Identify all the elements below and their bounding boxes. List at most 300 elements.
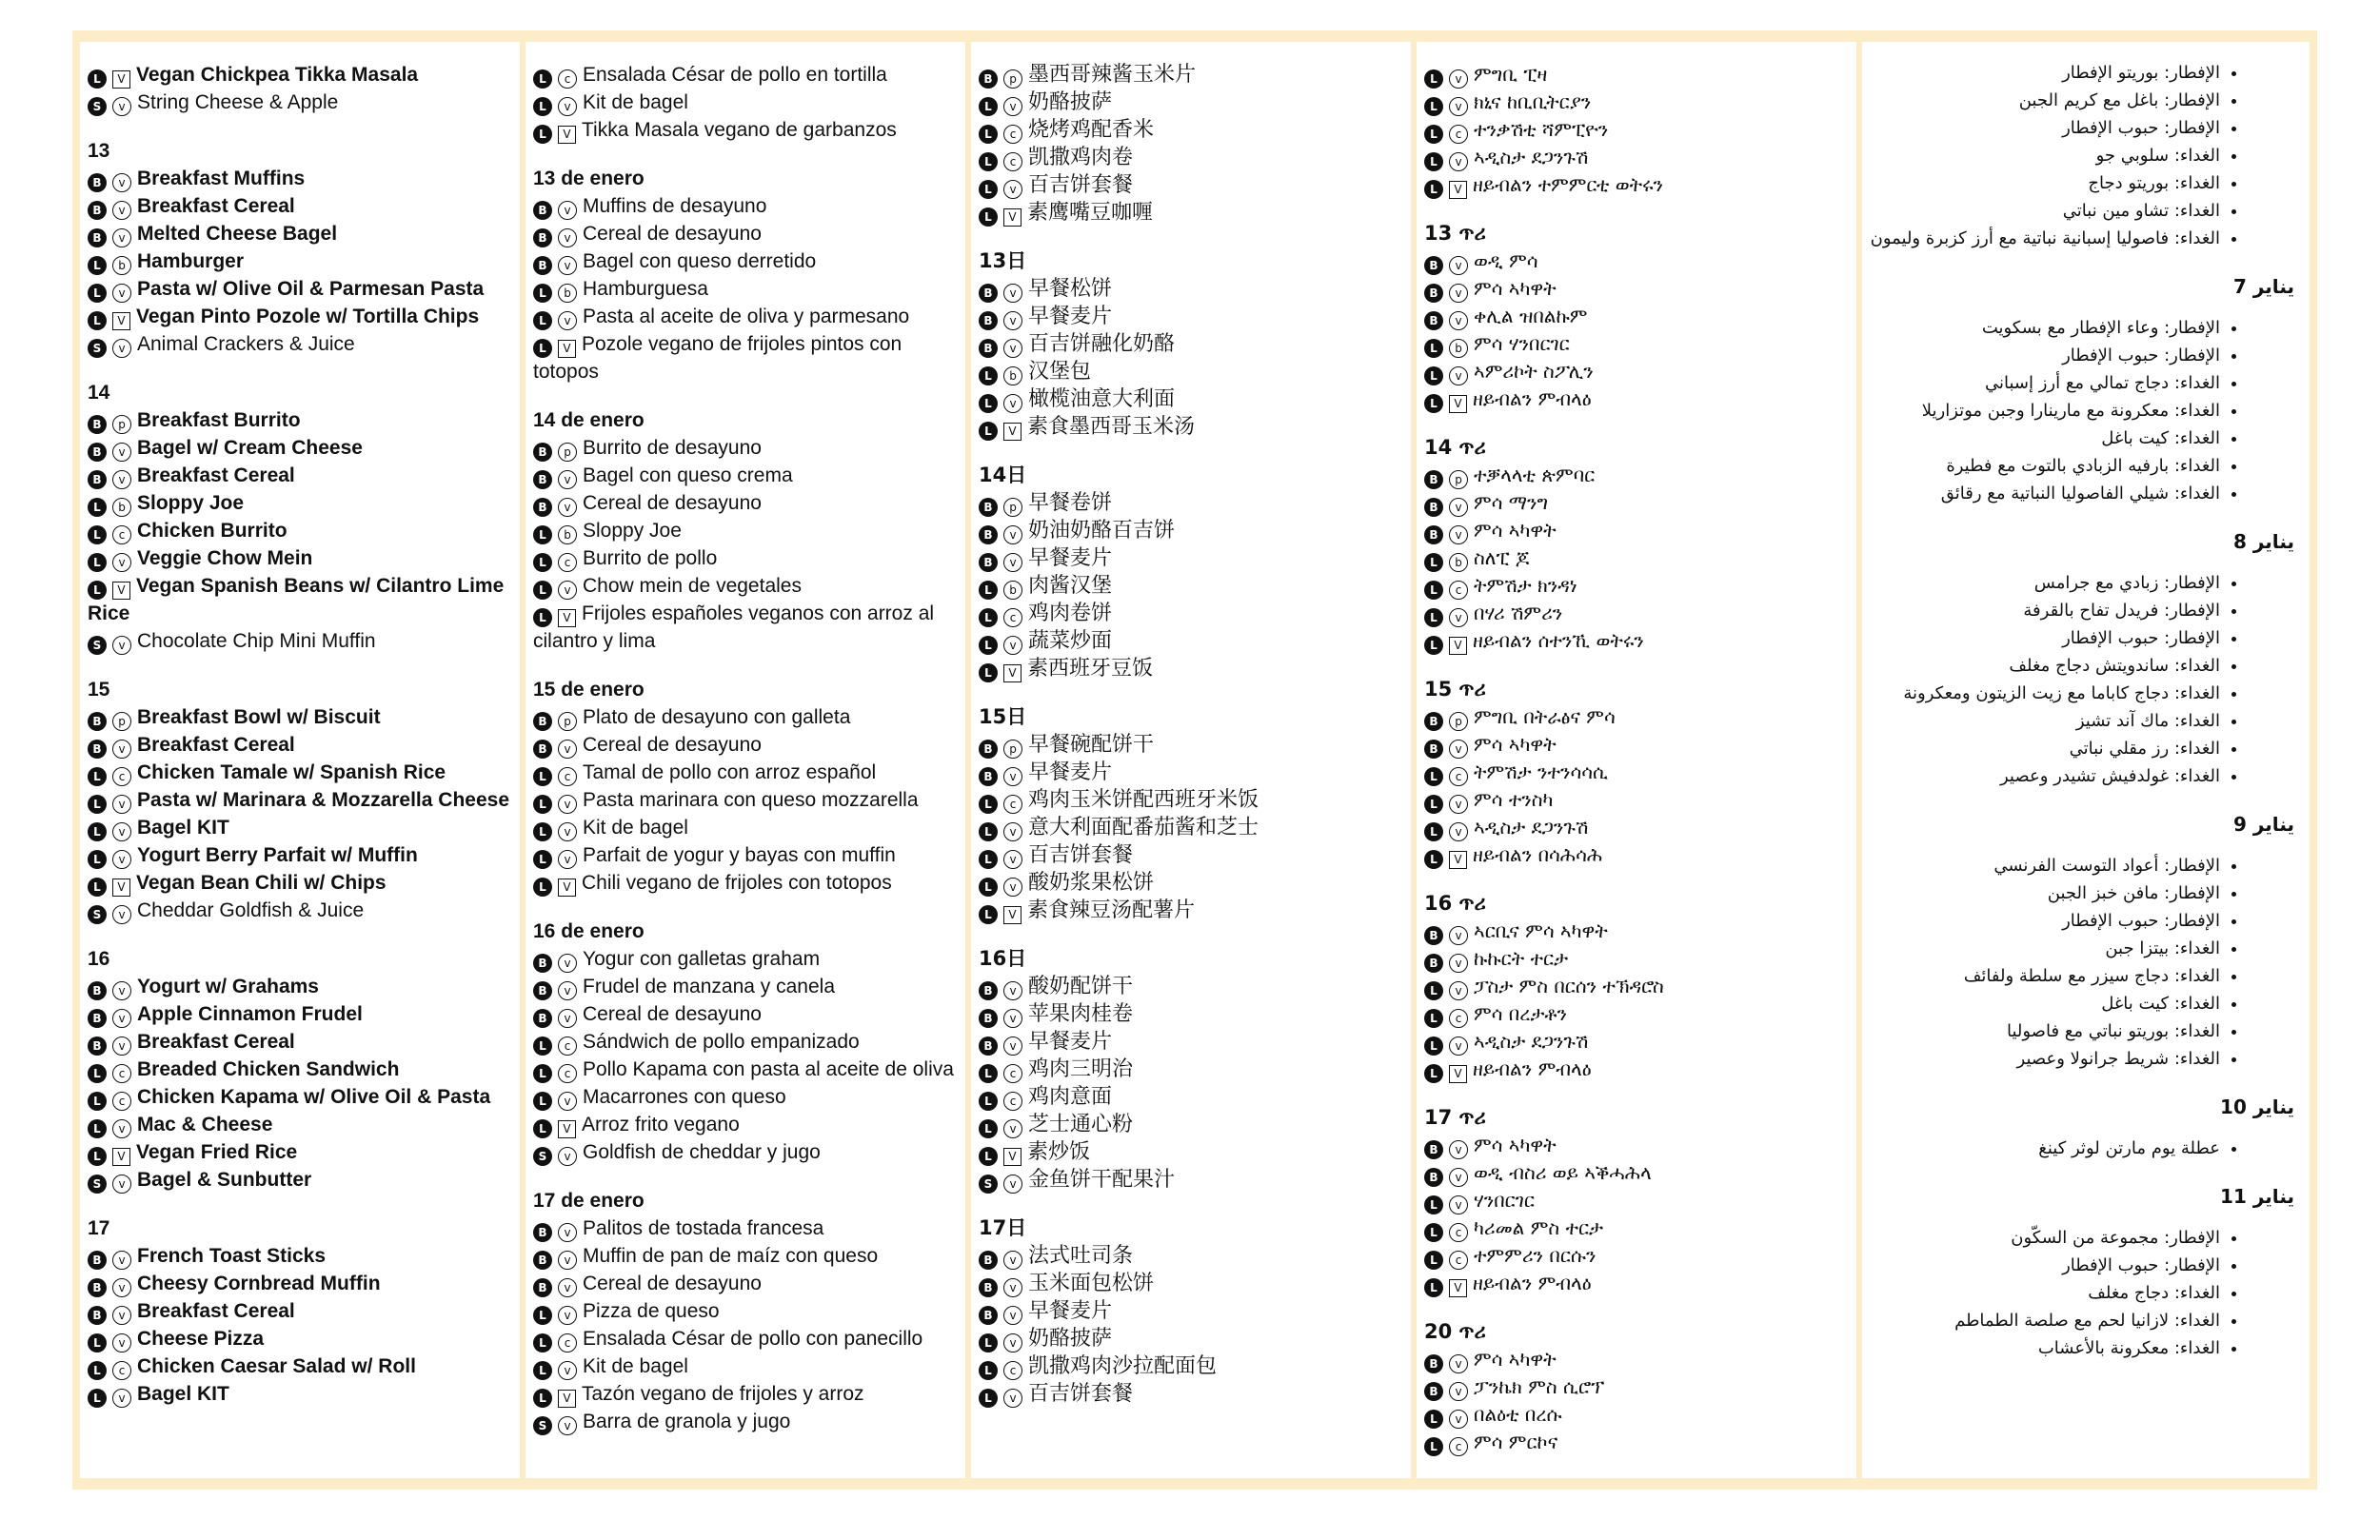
vegan-square-icon: V: [558, 609, 576, 627]
menu-item: [979, 330, 1405, 358]
menu-item-text: Breakfast Bowl w/ Biscuit: [137, 706, 381, 728]
menu-item-text: ኣዲስታ ደጋንጉሽ: [1474, 146, 1589, 168]
vegan-square-icon: V: [558, 1390, 576, 1408]
menu-item: [1424, 385, 1851, 413]
menu-item: [979, 897, 1405, 924]
lunch-badge-icon: L: [979, 180, 998, 199]
menu-list: [1868, 1224, 2294, 1362]
vegetarian-circle-icon: v: [1449, 822, 1468, 841]
menu-item-text: Pizza de queso: [583, 1300, 720, 1322]
breakfast-badge-icon: B: [979, 339, 998, 358]
lunch-badge-icon: L: [88, 878, 107, 897]
menu-item: [1424, 703, 1851, 731]
day-heading: 14 de enero: [533, 409, 645, 431]
lunch-badge-icon: L: [1424, 608, 1443, 627]
vegetarian-circle-icon: v: [112, 905, 131, 924]
day-section: [533, 1187, 960, 1435]
menu-item: [533, 303, 960, 330]
lunch-badge-icon: L: [533, 1361, 552, 1380]
vegetarian-circle-icon: v: [1003, 1037, 1022, 1056]
lunch-badge-icon: L: [533, 1389, 552, 1408]
vegan-square-icon: V: [1449, 637, 1467, 655]
menu-item-text: Sándwich de pollo empanizado: [583, 1031, 860, 1053]
pork-circle-icon: p: [1449, 470, 1468, 489]
menu-item-text: 素鹰嘴豆咖喱: [1027, 201, 1154, 225]
menu-item: • الغداء: رز مقلي نباتي: [1868, 735, 2220, 762]
vegetarian-circle-icon: v: [1003, 97, 1022, 116]
menu-item-text: Pasta w/ Marinara & Mozzarella Cheese: [137, 789, 509, 811]
menu-item-text: Muffin de pan de maíz con queso: [583, 1245, 879, 1267]
vegan-square-icon: V: [112, 312, 130, 330]
menu-item: [533, 89, 960, 116]
menu-item-text: Cheese Pizza: [137, 1328, 265, 1350]
pork-circle-icon: p: [112, 712, 131, 731]
lunch-badge-icon: L: [979, 1092, 998, 1111]
lunch-badge-icon: L: [979, 1064, 998, 1083]
menu-item-text: Cereal de desayuno: [583, 1273, 762, 1294]
breakfast-badge-icon: B: [1424, 1168, 1443, 1187]
menu-item: [533, 544, 960, 572]
breakfast-badge-icon: B: [533, 443, 552, 462]
lunch-badge-icon: L: [88, 498, 107, 517]
menu-item-text: 百吉饼套餐: [1028, 1382, 1134, 1406]
vegetarian-circle-icon: v: [112, 1175, 131, 1194]
day-section: [88, 137, 514, 358]
menu-item: [1424, 61, 1851, 89]
menu-item: [1424, 945, 1851, 973]
vegetarian-circle-icon: v: [1003, 394, 1022, 413]
breakfast-badge-icon: B: [979, 311, 998, 330]
menu-item: • الإفطار: زبادي مع جرامس: [1868, 569, 2220, 597]
menu-item: [88, 869, 514, 897]
menu-item-text: Tikka Masala vegano de garbanzos: [582, 119, 897, 141]
vegetarian-circle-icon: v: [1449, 740, 1468, 759]
vegetarian-circle-icon: v: [558, 740, 577, 759]
menu-item: [1424, 247, 1851, 275]
menu-item: [533, 572, 960, 600]
breakfast-badge-icon: B: [533, 470, 552, 489]
breakfast-badge-icon: B: [88, 201, 107, 220]
lunch-badge-icon: L: [88, 525, 107, 544]
menu-item: • الغداء: معكرونة بالأعشاب: [1868, 1334, 2220, 1362]
menu-item-text: 法式吐司条: [1028, 1244, 1134, 1268]
menu-columns: [80, 42, 2310, 1478]
menu-item-text: ኣዲስታ ደጋንጉሽ: [1474, 816, 1589, 839]
day-heading: 15: [88, 679, 110, 701]
chicken-circle-icon: c: [558, 69, 577, 89]
menu-item: [88, 330, 514, 358]
menu-item: [1424, 786, 1851, 814]
snack-badge-icon: S: [88, 1175, 107, 1194]
lunch-badge-icon: L: [533, 311, 552, 330]
chicken-circle-icon: c: [558, 1333, 577, 1352]
menu-item-text: Yogurt Berry Parfait w/ Muffin: [137, 844, 418, 866]
menu-item-text: ዘይብልን በሳሕሳሕ: [1473, 843, 1603, 866]
vegetarian-circle-icon: v: [112, 981, 131, 1000]
vegetarian-circle-icon: v: [112, 228, 131, 247]
menu-item: • الغداء: سلوبي جو: [1868, 142, 2220, 169]
menu-item-text: Cereal de desayuno: [583, 492, 762, 514]
chicken-circle-icon: c: [1449, 581, 1468, 600]
menu-item: • الغداء: ماك آند تشيز: [1868, 707, 2220, 735]
lunch-badge-icon: L: [1424, 97, 1443, 116]
menu-item: [533, 869, 960, 897]
pork-circle-icon: p: [1003, 498, 1022, 517]
chicken-circle-icon: c: [112, 1092, 131, 1111]
menu-item: [1424, 1373, 1851, 1401]
vegetarian-circle-icon: v: [1003, 1251, 1022, 1270]
menu-item-text: ፓንኬክ ምስ ሲሮፕ: [1474, 1375, 1605, 1398]
menu-item: [88, 1138, 514, 1166]
menu-item-text: Bagel KIT: [137, 817, 229, 839]
lunch-badge-icon: L: [533, 795, 552, 814]
vegetarian-circle-icon: v: [558, 470, 577, 489]
menu-item: [979, 1352, 1405, 1380]
lunch-badge-icon: L: [1424, 1410, 1443, 1429]
breakfast-badge-icon: B: [979, 1278, 998, 1297]
menu-item-text: ሃንበርገር: [1474, 1189, 1535, 1212]
menu-item-text: 素炒饭: [1027, 1140, 1091, 1164]
vegetarian-circle-icon: v: [112, 1009, 131, 1028]
chicken-circle-icon: c: [1003, 795, 1022, 814]
menu-item-text: Chicken Tamale w/ Spanish Rice: [137, 761, 446, 783]
vegetarian-circle-icon: v: [1449, 152, 1468, 171]
lunch-badge-icon: L: [1424, 1223, 1443, 1242]
menu-item-text: Muffins de desayuno: [583, 195, 767, 217]
breakfast-badge-icon: B: [88, 740, 107, 759]
vegetarian-circle-icon: v: [1449, 311, 1468, 330]
menu-item-text: Animal Crackers & Juice: [137, 333, 355, 355]
menu-item-text: ተቓላላቲ ጵምባር: [1474, 464, 1596, 486]
lunch-badge-icon: L: [1424, 69, 1443, 89]
menu-item: [979, 841, 1405, 869]
vegan-square-icon: V: [112, 1148, 130, 1166]
day-section: [88, 676, 514, 924]
menu-item: [1424, 759, 1851, 786]
menu-column-amharic: [1417, 42, 1856, 1478]
menu-item: [979, 1166, 1405, 1194]
menu-item-text: ዘይብልን ምብላዕ: [1473, 1272, 1592, 1294]
menu-item-text: ምሳ ምርኮና: [1474, 1431, 1558, 1453]
menu-item-text: Breakfast Cereal: [137, 464, 295, 486]
menu-item-text: Hamburger: [137, 250, 245, 272]
menu-item-text: Chili vegano de frijoles con totopos: [582, 872, 892, 894]
day-section: [979, 945, 1405, 1194]
menu-item-text: Vegan Pinto Pozole w/ Tortilla Chips: [136, 306, 480, 327]
menu-item-text: 烧烤鸡配香米: [1028, 118, 1155, 142]
menu-item: [979, 358, 1405, 385]
menu-item: [1424, 116, 1851, 144]
vegetarian-circle-icon: v: [558, 795, 577, 814]
vegetarian-circle-icon: v: [558, 311, 577, 330]
menu-item: • الغداء: دجاج سيزر مع سلطة ولفائف: [1868, 962, 2220, 990]
menu-item: [88, 731, 514, 759]
pork-circle-icon: p: [1003, 740, 1022, 759]
menu-item: [979, 572, 1405, 600]
lunch-badge-icon: L: [533, 553, 552, 572]
snack-badge-icon: S: [533, 1147, 552, 1166]
lunch-badge-icon: L: [979, 394, 998, 413]
menu-item-text: French Toast Sticks: [137, 1245, 327, 1267]
day-heading: 17日: [979, 1216, 1027, 1239]
menu-item-text: ምሳ ኣካዋት: [1474, 1134, 1557, 1156]
menu-item: [979, 89, 1405, 116]
breakfast-badge-icon: B: [979, 498, 998, 517]
breakfast-badge-icon: B: [1424, 498, 1443, 517]
lunch-badge-icon: L: [1424, 1037, 1443, 1056]
menu-item-text: Burrito de pollo: [583, 547, 718, 569]
day-section: [1868, 273, 2294, 507]
menu-item: [979, 116, 1405, 144]
chicken-circle-icon: c: [1003, 1361, 1022, 1380]
breakfast-badge-icon: B: [1424, 284, 1443, 303]
menu-item: [88, 489, 514, 517]
vegan-square-icon: V: [1449, 181, 1467, 199]
breakfast-badge-icon: B: [1424, 740, 1443, 759]
menu-item: [533, 462, 960, 489]
menu-item-text: Palitos de tostada francesa: [583, 1217, 824, 1239]
menu-item: [533, 703, 960, 731]
breakfast-badge-icon: B: [88, 228, 107, 247]
lunch-badge-icon: L: [533, 284, 552, 303]
vegan-square-icon: V: [1003, 906, 1021, 924]
lunch-badge-icon: L: [1424, 1437, 1443, 1456]
menu-column-arabic: [1862, 42, 2310, 1478]
chicken-circle-icon: c: [1449, 125, 1468, 144]
lunch-badge-icon: L: [533, 1064, 552, 1083]
menu-item: [979, 1242, 1405, 1270]
menu-item-text: Bagel w/ Cream Cheese: [137, 437, 363, 459]
vegetarian-circle-icon: v: [112, 636, 131, 655]
menu-item: [1424, 489, 1851, 517]
snack-badge-icon: S: [88, 339, 107, 358]
menu-item: [1424, 358, 1851, 385]
menu-item-text: 凯撒鸡肉卷: [1028, 146, 1134, 169]
breakfast-badge-icon: B: [88, 415, 107, 434]
menu-item: • الغداء: تشاو مين نباتي: [1868, 197, 2220, 225]
menu-item: [533, 600, 960, 655]
menu-item-text: Hamburguesa: [583, 278, 708, 300]
vegetarian-circle-icon: v: [1003, 1119, 1022, 1138]
chicken-circle-icon: c: [1003, 1092, 1022, 1111]
menu-item: [533, 1325, 960, 1352]
day-section: [533, 165, 960, 385]
lunch-badge-icon: L: [533, 1037, 552, 1056]
menu-item-text: Pollo Kapama con pasta al aceite de oliva: [583, 1058, 954, 1080]
breakfast-badge-icon: B: [979, 981, 998, 1000]
vegetarian-circle-icon: v: [1449, 795, 1468, 814]
menu-item: [1424, 144, 1851, 171]
menu-item-text: ምሳ ሃንበርገር: [1474, 332, 1570, 355]
chicken-circle-icon: c: [1003, 1064, 1022, 1083]
pork-circle-icon: p: [558, 443, 577, 462]
menu-item-text: Tamal de pollo con arroz español: [583, 761, 877, 783]
chicken-circle-icon: c: [1449, 767, 1468, 786]
menu-item: [88, 406, 514, 434]
day-section: [1424, 1104, 1851, 1297]
breakfast-badge-icon: B: [979, 69, 998, 89]
menu-item-text: ቀሊል ዝበልኩም: [1474, 305, 1588, 327]
vegetarian-circle-icon: v: [112, 1306, 131, 1325]
menu-item-text: ምሳ ኣካዋት: [1474, 1348, 1557, 1371]
menu-item-text: ክኒና ከቢቢትርያን: [1474, 90, 1592, 113]
menu-item: [88, 192, 514, 220]
menu-item: [88, 897, 514, 924]
lunch-badge-icon: L: [979, 636, 998, 655]
menu-item: • الغداء: بارفيه الزبادي بالتوت مع فطيرة: [1868, 452, 2220, 480]
vegan-square-icon: V: [1003, 423, 1021, 441]
lunch-badge-icon: L: [979, 97, 998, 116]
breakfast-badge-icon: B: [979, 1009, 998, 1028]
breakfast-badge-icon: B: [1424, 712, 1443, 731]
menu-item-text: Plato de desayuno con galleta: [583, 706, 851, 728]
menu-item-text: Sloppy Joe: [137, 492, 245, 514]
menu-item: [88, 627, 514, 655]
vegetarian-circle-icon: v: [1003, 339, 1022, 358]
vegetarian-circle-icon: v: [558, 201, 577, 220]
breakfast-badge-icon: B: [1424, 954, 1443, 973]
vegetarian-circle-icon: v: [558, 228, 577, 247]
day-section: [1868, 811, 2294, 1073]
menu-item-text: 墨西哥辣酱玉米片: [1028, 63, 1197, 87]
menu-item-text: ትምሽታ ክንዳነ: [1474, 574, 1577, 597]
breakfast-badge-icon: B: [533, 1223, 552, 1242]
menu-item-text: Ensalada César de pollo en tortilla: [583, 64, 887, 86]
vegetarian-circle-icon: v: [112, 1251, 131, 1270]
breakfast-badge-icon: B: [533, 256, 552, 275]
vegetarian-circle-icon: v: [558, 1306, 577, 1325]
vegetarian-circle-icon: v: [1449, 1354, 1468, 1373]
day-heading: 16 ጥሪ: [1424, 892, 1486, 915]
menu-item-text: 玉米面包松饼: [1028, 1272, 1155, 1295]
vegetarian-circle-icon: v: [1003, 1175, 1022, 1194]
menu-item: [88, 759, 514, 786]
menu-item: [88, 275, 514, 303]
menu-item: [533, 192, 960, 220]
menu-item: [88, 462, 514, 489]
lunch-badge-icon: L: [533, 822, 552, 841]
lunch-badge-icon: L: [1424, 553, 1443, 572]
menu-item-text: በሃሪ ሽምሪን: [1474, 602, 1563, 624]
day-section: [979, 462, 1405, 682]
vegan-square-icon: V: [1449, 851, 1467, 869]
breakfast-badge-icon: B: [88, 1278, 107, 1297]
vegetarian-circle-icon: v: [1449, 926, 1468, 945]
menu-item: [1424, 517, 1851, 544]
menu-item-text: 早餐麦片: [1028, 1030, 1113, 1054]
menu-item: [88, 89, 514, 116]
vegan-square-icon: V: [558, 879, 576, 897]
pork-circle-icon: p: [112, 415, 131, 434]
menu-item: [533, 945, 960, 973]
vegan-square-icon: V: [1003, 208, 1021, 227]
lunch-badge-icon: L: [533, 125, 552, 144]
menu-item: [533, 973, 960, 1000]
lunch-badge-icon: L: [1424, 850, 1443, 869]
lunch-badge-icon: L: [88, 1119, 107, 1138]
menu-item-text: Chow mein de vegetales: [583, 575, 802, 597]
vegetarian-circle-icon: v: [1003, 525, 1022, 544]
menu-item: [979, 489, 1405, 517]
menu-item: [979, 1270, 1405, 1297]
menu-item-text: Macarrones con queso: [583, 1086, 786, 1108]
chicken-circle-icon: c: [112, 767, 131, 786]
lunch-badge-icon: L: [1424, 636, 1443, 655]
menu-item: [1424, 973, 1851, 1000]
menu-item: [1424, 1214, 1851, 1242]
menu-item: [533, 786, 960, 814]
breakfast-badge-icon: B: [979, 1306, 998, 1325]
menu-item: [88, 247, 514, 275]
menu-item: • الإفطار: حبوب الإفطار: [1868, 907, 2220, 935]
vegetarian-circle-icon: v: [112, 443, 131, 462]
lunch-badge-icon: L: [979, 207, 998, 227]
menu-item-text: ዘይብልን ሰተንኺ ወትሩን: [1473, 629, 1644, 652]
lunch-badge-icon: L: [979, 822, 998, 841]
menu-item-text: Bagel & Sunbutter: [137, 1169, 312, 1191]
vegetarian-circle-icon: v: [1449, 1037, 1468, 1056]
menu-item-text: 酸奶配饼干: [1028, 975, 1134, 998]
menu-item: [88, 1111, 514, 1138]
menu-item-text: Yogurt w/ Grahams: [137, 976, 319, 997]
day-section: [979, 703, 1405, 924]
menu-item: [1424, 1056, 1851, 1083]
day-section: [1424, 890, 1851, 1083]
menu-item-text: Frudel de manzana y canela: [583, 976, 835, 997]
menu-item: [533, 1352, 960, 1380]
breakfast-badge-icon: B: [979, 1037, 998, 1056]
menu-item: • الإفطار: حبوب الإفطار: [1868, 342, 2220, 369]
menu-item-text: Tazón vegano de frijoles y arroz: [582, 1383, 864, 1405]
menu-item: [533, 489, 960, 517]
menu-item: [1424, 1242, 1851, 1270]
menu-item-text: 肉酱汉堡: [1028, 574, 1113, 598]
menu-item: [1424, 171, 1851, 199]
menu-item: [1424, 1270, 1851, 1297]
menu-item: [533, 1028, 960, 1056]
chicken-circle-icon: c: [1003, 608, 1022, 627]
menu-item: [979, 303, 1405, 330]
vegetarian-circle-icon: v: [112, 740, 131, 759]
vegetarian-circle-icon: v: [1449, 366, 1468, 385]
snack-badge-icon: S: [88, 905, 107, 924]
chicken-circle-icon: c: [112, 1064, 131, 1083]
menu-item: [979, 544, 1405, 572]
menu-item: [88, 1083, 514, 1111]
day-section: [979, 1214, 1405, 1408]
lunch-badge-icon: L: [979, 850, 998, 869]
menu-item: [88, 517, 514, 544]
menu-item: [533, 247, 960, 275]
menu-item: [979, 1380, 1405, 1408]
menu-item-text: Sloppy Joe: [583, 520, 682, 542]
vegetarian-circle-icon: v: [1449, 525, 1468, 544]
vegetarian-circle-icon: v: [558, 850, 577, 869]
menu-item-text: ተንቃሽቲ ሻምፒዮን: [1474, 118, 1609, 141]
breakfast-badge-icon: B: [88, 1251, 107, 1270]
beef-circle-icon: b: [112, 256, 131, 275]
breakfast-badge-icon: B: [533, 954, 552, 973]
lunch-badge-icon: L: [1424, 1195, 1443, 1214]
menu-item: • الإفطار: بوريتو الإفطار: [1868, 59, 2220, 87]
day-heading: 17 ጥሪ: [1424, 1106, 1486, 1129]
chicken-circle-icon: c: [1449, 1009, 1468, 1028]
vegetarian-circle-icon: v: [1003, 767, 1022, 786]
menu-item: [979, 786, 1405, 814]
breakfast-badge-icon: B: [533, 1278, 552, 1297]
menu-item: • الغداء: شيلي الفاصوليا النباتية مع رقائق: [1868, 480, 2220, 507]
menu-item-text: 素食辣豆汤配薯片: [1027, 898, 1196, 922]
